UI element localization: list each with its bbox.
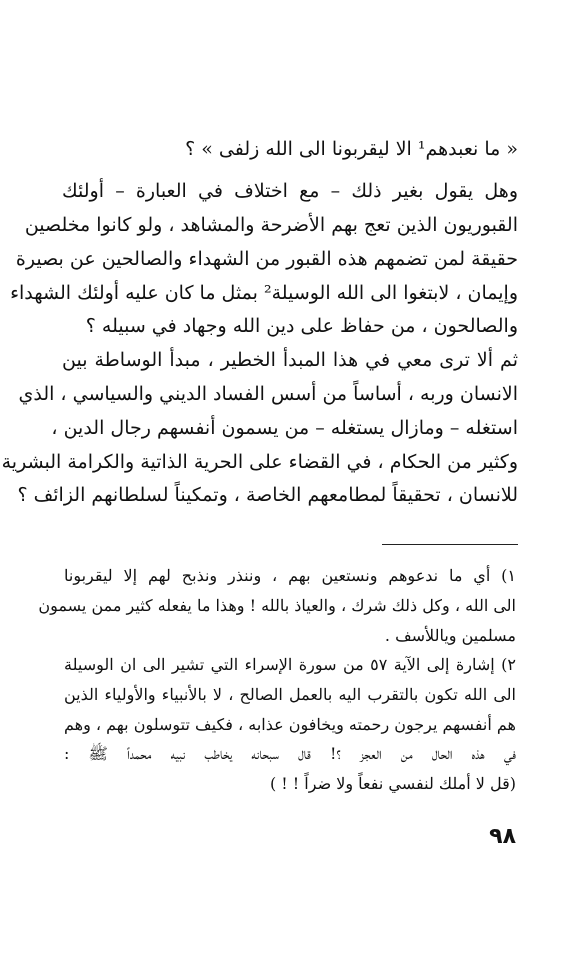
page-number: ٩٨ (489, 824, 516, 849)
body-line-4: حقيقة لمن تضمهم هذه القبور من الشهداء والصالحين عن بصيرة (15, 248, 518, 270)
footnote-line-4: ٢) إشارة إلى الآية ٥٧ من سورة الإسراء التي تشير الى ان الوسيلة (64, 655, 516, 674)
footnote-line-7: في هذه الحال من العجز ؟! قال سبحانه يخاطب نبيه محمداً ﷺ : (64, 744, 516, 763)
footnote-line-1: ١) أي ما ندعوهم ونستعين بهم ، وننذر ونذبح لهم إلا ليقربونا (64, 566, 516, 585)
body-line-3: القبوريون الذين تعج بهم الأضرحة والمشاهد ، ولو كانوا مخلصين (24, 214, 518, 236)
body-line-11: للانسان ، تحقيقاً لمطامعهم الخاصة ، وتمكيناً لسلطانهم الزائف ؟ (17, 484, 518, 506)
footnote-line-2: الى الله ، وكل ذلك شرك ، والعياذ بالله ! وهذا ما يفعله كثير ممن يسمون (38, 596, 516, 615)
body-line-9: استغله – ومازال يستغله – من يسمون أنفسهم رجال الدين ، (51, 417, 518, 439)
body-line-7: ثم ألا ترى معي في هذا المبدأ الخطير ، مبدأ الوساطة بين (62, 349, 518, 371)
body-line-2: وهل يقول بغير ذلك – مع اختلاف في العبارة – أولئك (62, 180, 518, 202)
body-line-8: الانسان وربه ، أساساً من أسس الفساد الديني والسياسي ، الذي (18, 383, 518, 405)
body-line-5: وإيمان ، لابتغوا الى الله الوسيلة² بمثل ما كان عليه أولئك الشهداء (10, 282, 518, 304)
footnote-separator (382, 544, 518, 545)
body-line-10: وكثير من الحكام ، في القضاء على الحرية الذاتية والكرامة البشرية (1, 451, 518, 473)
footnote-line-6: هم أنفسهم يرجون رحمته ويخافون عذابه ، فكيف تتوسلون بهم ، وهم (63, 715, 516, 734)
footnote-line-5: الى الله تكون بالتقرب اليه بالعمل الصالح ، لا بالأنبياء والأولياء الذين (64, 685, 516, 704)
footnote-line-3: مسلمين وياللأسف . (384, 626, 516, 645)
body-line-6: والصالحون ، من حفاظ على دين الله وجهاد في سبيله ؟ (85, 315, 518, 337)
footnote-line-8: (قل لا أملك لنفسي نفعاً ولا ضراً ! ! ) (269, 774, 516, 793)
body-line-1: « ما نعبدهم¹ الا ليقربونا الى الله زلفى » ؟ (185, 138, 518, 160)
